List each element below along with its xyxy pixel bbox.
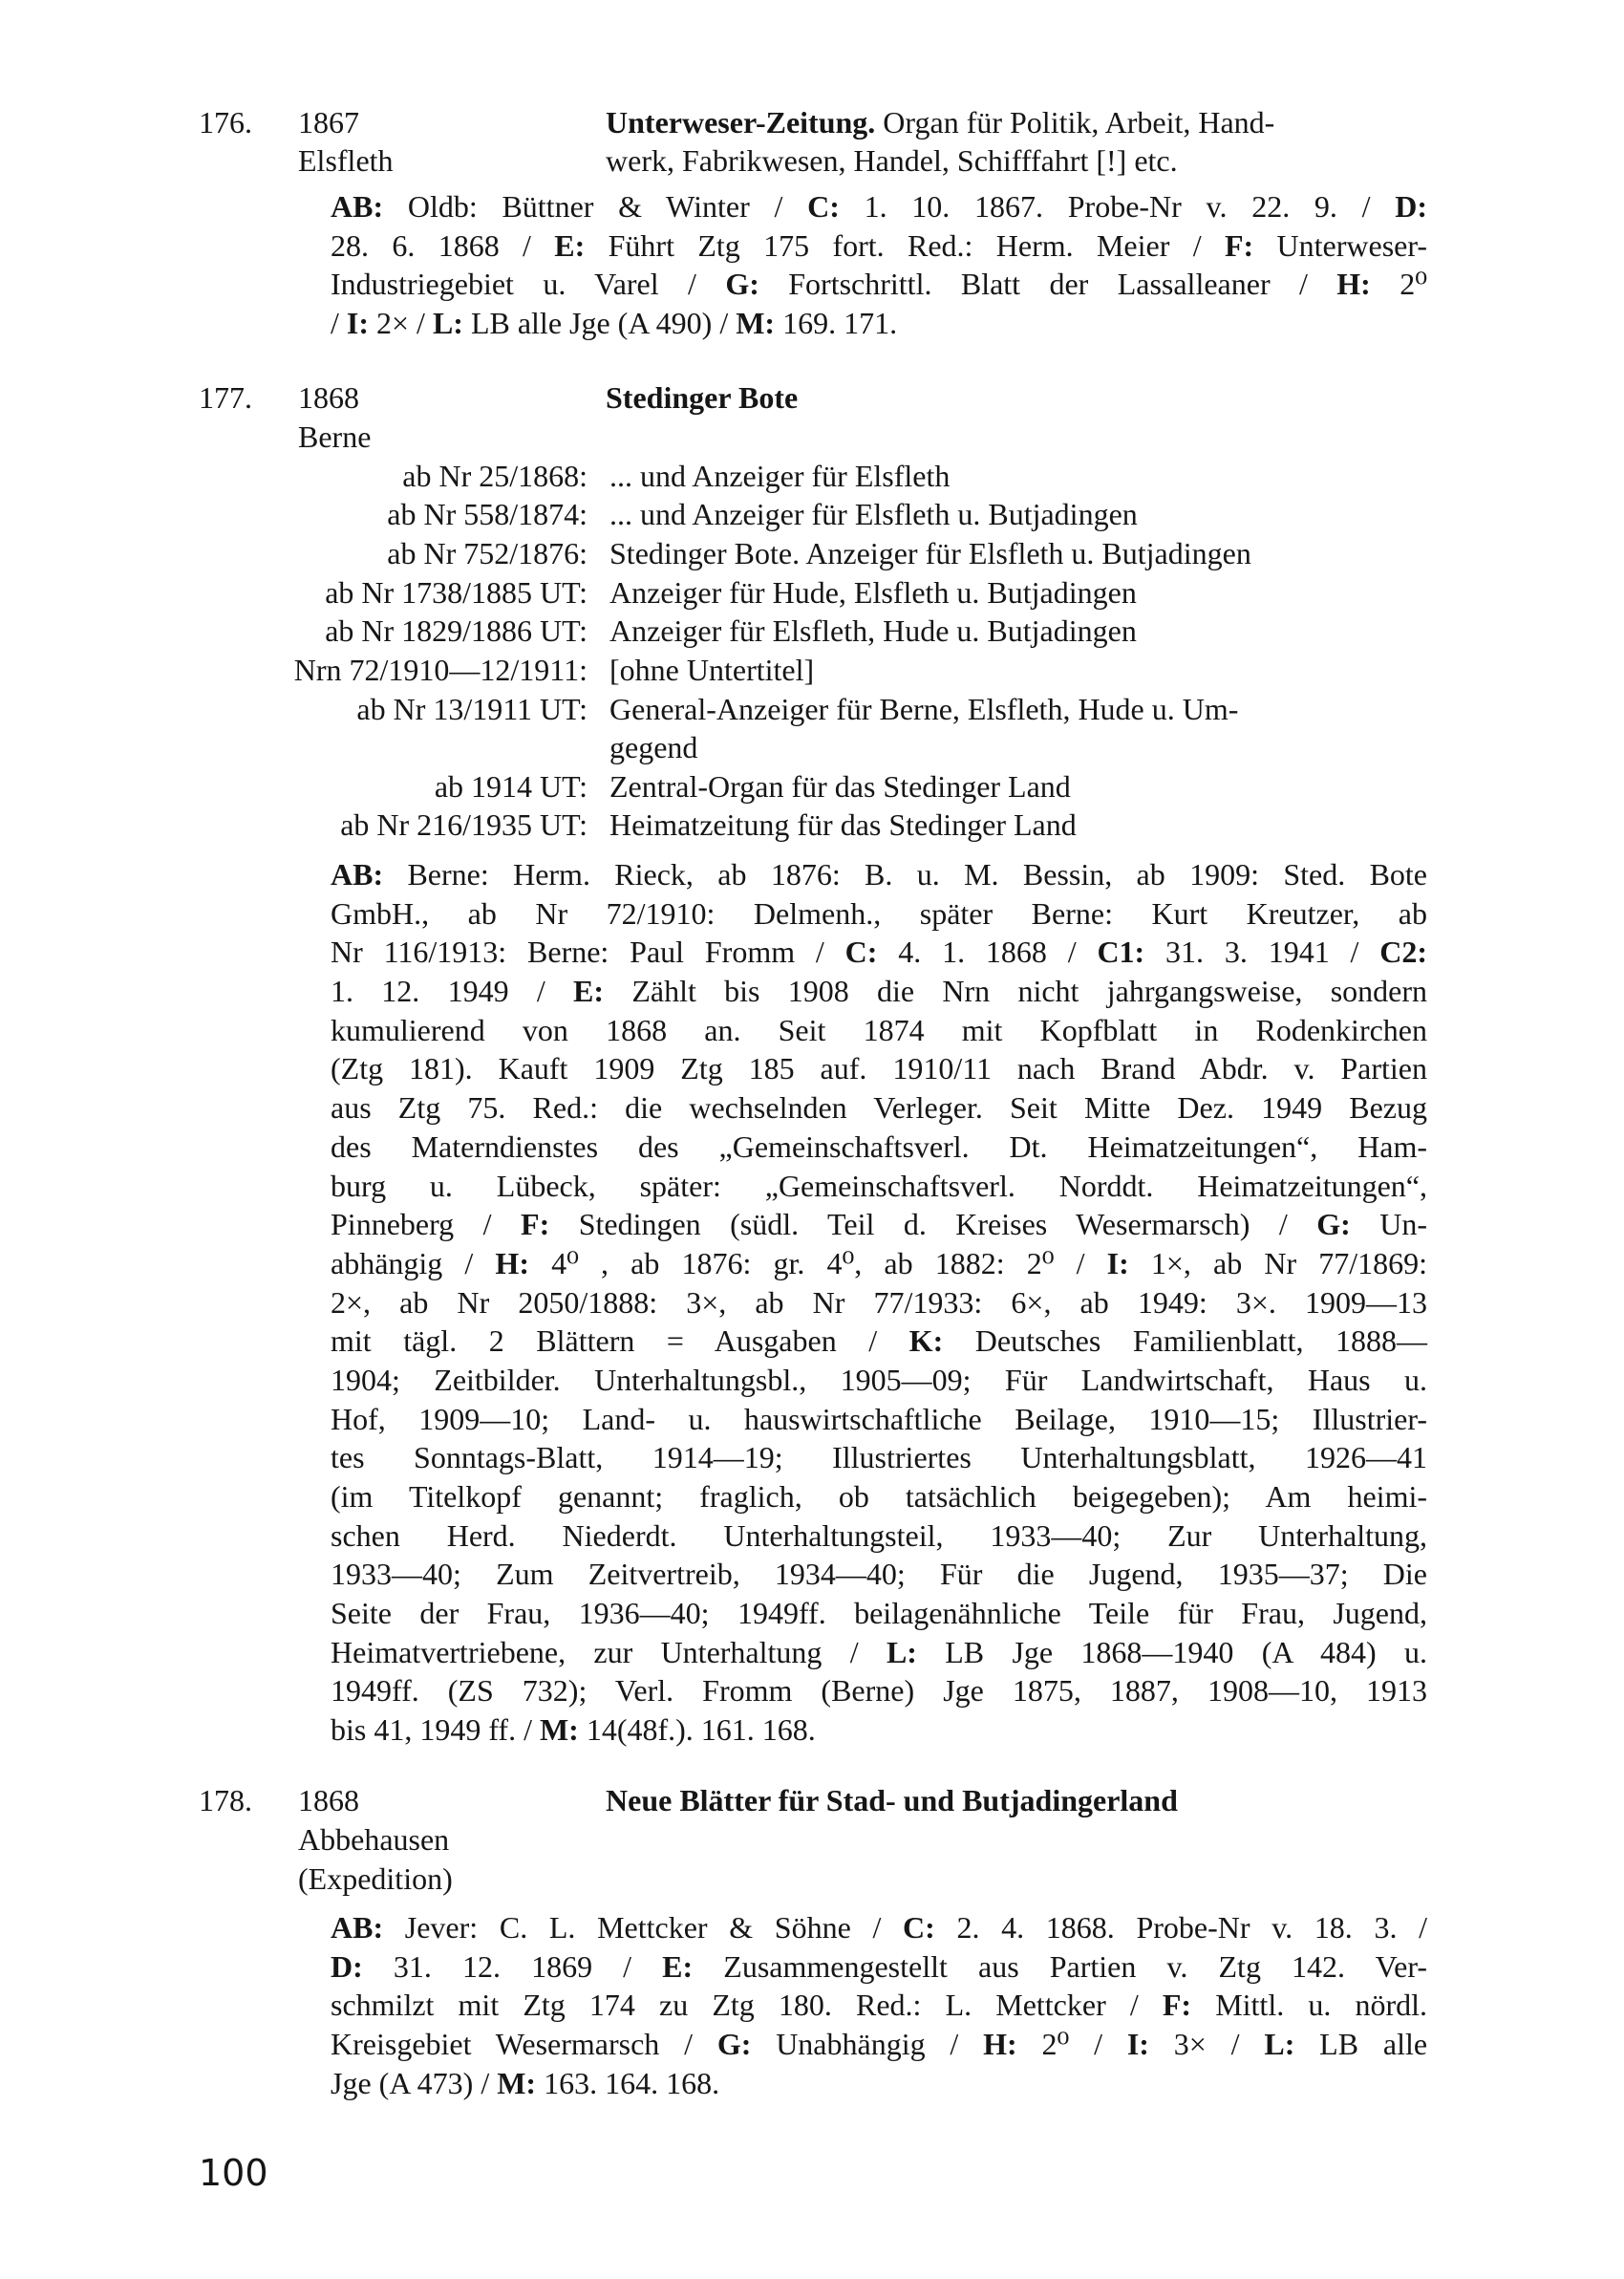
body-line: aus Ztg 75. Red.: die wechselnden Verleger. Seit Mitte Dez. 1949 Bezug [331,1090,1427,1126]
entry-number: 178. [199,1783,252,1817]
body-line: abhängig / H: 4⁰ , ab 1876: gr. 4⁰, ab 1882: 2⁰ / I: 1×, ab Nr 77/1869: [331,1245,1428,1280]
subtitle-text: General-Anzeiger für Berne, Elsfleth, Hude u. Um- [609,692,1239,726]
body-line: Pinneberg / F: Stedingen (südl. Teil d. Kreises Wesermarsch) / G: Un- [331,1207,1428,1242]
subtitle-label: ab Nr 25/1868: [402,459,588,493]
body-line: Seite der Frau, 1936—40; 1949ff. beilagenähnliche Teile für Frau, Jugend, [331,1596,1427,1631]
subtitle-text: ... und Anzeiger für Elsfleth u. Butjadingen [609,497,1138,531]
entry-place: Elsfleth [298,143,394,178]
body-line: Kreisgebiet Wesermarsch / G: Unabhängig / H: 2⁰ / I: 3× / L: LB alle [331,2027,1428,2062]
entry-place: Berne [298,419,372,454]
body-line: AB: Jever: C. L. Mettcker & Söhne / C: 2. 4. 1868. Probe-Nr v. 18. 3. / [331,1910,1427,1945]
body-line: Heimatvertriebene, zur Unterhaltung / L: LB Jge 1868—1940 (A 484) u. [331,1634,1428,1669]
subtitle-text: Zentral-Organ für das Stedinger Land [609,769,1071,804]
body-line: burg u. Lübeck, später: „Gemeinschaftsverl. Norddt. Heimatzeitungen“, [331,1168,1427,1203]
entry-place: Abbehausen [298,1822,450,1857]
entry-title-cont: werk, Fabrikwesen, Handel, Schifffahrt [!] etc. [606,143,1178,178]
body-line: 2×, ab Nr 2050/1888: 3×, ab Nr 77/1933: 6×, ab 1949: 3×. 1909—13 [331,1284,1427,1320]
body-line: D: 31. 12. 1869 / E: Zusammengestellt aus Partien v. Ztg 142. Ver- [331,1948,1428,1984]
subtitle-label: Nrn 72/1910—12/1911: [293,653,588,687]
body-line: (im Titelkopf genannt; fraglich, ob tatsächlich beigegeben); Am heimi- [331,1479,1427,1514]
body-line: 1. 12. 1949 / E: Zählt bis 1908 die Nrn nicht jahrgangsweise, sondern [331,974,1428,1009]
body-line: (Ztg 181). Kauft 1909 Ztg 185 auf. 1910/11 nach Brand Abdr. v. Partien [331,1051,1427,1086]
body-line: GmbH., ab Nr 72/1910: Delmenh., später Berne: Kurt Kreutzer, ab [331,895,1427,931]
subtitle-label: ab Nr 1738/1885 UT: [325,575,588,610]
body-line: schen Herd. Niederdt. Unterhaltungsteil, 1933—40; Zur Unterhaltung, [331,1517,1427,1553]
subtitle-text: gegend [609,730,698,764]
body-line: 1904; Zeitbilder. Unterhaltungsbl., 1905—09; Für Landwirtschaft, Haus u. [331,1362,1427,1397]
body-line: Nr 116/1913: Berne: Paul Fromm / C: 4. 1. 1868 / C1: 31. 3. 1941 / C2: [331,935,1427,970]
entry-title-rest: Organ für Politik, Arbeit, Hand- [875,105,1275,140]
subtitle-text: Stedinger Bote. Anzeiger für Elsfleth u. Butjadingen [609,536,1251,570]
entry-body [331,1908,1427,2102]
entry-body [331,855,1427,1750]
entry-body [331,187,1427,343]
entry-title: Neue Blätter für Stad- und Butjadingerland [606,1783,1178,1817]
body-line: schmilzt mit Ztg 174 zu Ztg 180. Red.: L. Mettcker / F: Mittl. u. nördl. [331,1988,1428,2023]
entry-year: 1867 [298,105,359,140]
body-line: kumulierend von 1868 an. Seit 1874 mit Kopfblatt in Rodenkirchen [331,1012,1427,1047]
body-line: tes Sonntags-Blatt, 1914—19; Illustriertes Unterhaltungsblatt, 1926—41 [331,1440,1427,1475]
entry-title [606,103,1274,141]
body-line: / I: 2× / L: LB alle Jge (A 490) / M: 169. 171. [331,306,898,341]
subtitle-label: ab Nr 752/1876: [387,536,588,570]
subtitle-label: ab Nr 216/1935 UT: [340,807,588,842]
body-line: 28. 6. 1868 / E: Führt Ztg 175 fort. Red.: Herm. Meier / F: Unterweser- [331,227,1428,263]
entry-number: 176. [199,105,252,140]
entry-number: 177. [199,380,252,415]
body-line: Industriegebiet u. Varel / G: Fortschrittl. Blatt der Lassalleaner / H: 2⁰ [331,267,1428,302]
subtitle-text: Anzeiger für Elsfleth, Hude u. Butjadingen [609,613,1137,648]
body-line: 1933—40; Zum Zeitvertreib, 1934—40; Für die Jugend, 1935—37; Die [331,1557,1427,1592]
body-line: Hof, 1909—10; Land- u. hauswirtschaftliche Beilage, 1910—15; Illustrier- [331,1401,1427,1436]
subtitle-text: Anzeiger für Hude, Elsfleth u. Butjadingen [609,575,1137,610]
body-line: mit tägl. 2 Blättern = Ausgaben / K: Deutsches Familienblatt, 1888— [331,1323,1428,1359]
body-line: Jge (A 473) / M: 163. 164. 168. [331,2065,720,2100]
entry-title-bold: Unterweser-Zeitung. [606,105,876,140]
subtitle-text: Heimatzeitung für das Stedinger Land [609,807,1077,842]
entry-year: 1868 [298,380,359,415]
body-line: AB: Oldb: Büttner & Winter / C: 1. 10. 1867. Probe-Nr v. 22. 9. / D: [331,189,1428,224]
entry-title: Stedinger Bote [606,380,799,415]
page-number: 100 [199,2152,268,2194]
subtitle-label: ab 1914 UT: [434,769,588,804]
subtitle-text: ... und Anzeiger für Elsfleth [609,459,951,493]
body-line: bis 41, 1949 ff. / M: 14(48f.). 161. 168. [331,1712,816,1748]
entry-place-note: (Expedition) [298,1861,453,1896]
entry-year: 1868 [298,1783,359,1817]
body-line: des Materndienstes des „Gemeinschaftsverl. Dt. Heimatzeitungen“, Ham- [331,1129,1427,1164]
subtitle-label: ab Nr 13/1911 UT: [356,692,588,726]
subtitle-text: [ohne Untertitel] [609,653,815,687]
subtitle-label: ab Nr 1829/1886 UT: [325,613,588,648]
body-line: 1949ff. (ZS 732); Verl. Fromm (Berne) Jge 1875, 1887, 1908—10, 1913 [331,1673,1427,1709]
body-line: AB: Berne: Herm. Rieck, ab 1876: B. u. M. Bessin, ab 1909: Sted. Bote [331,857,1427,892]
subtitle-label: ab Nr 558/1874: [387,497,588,531]
